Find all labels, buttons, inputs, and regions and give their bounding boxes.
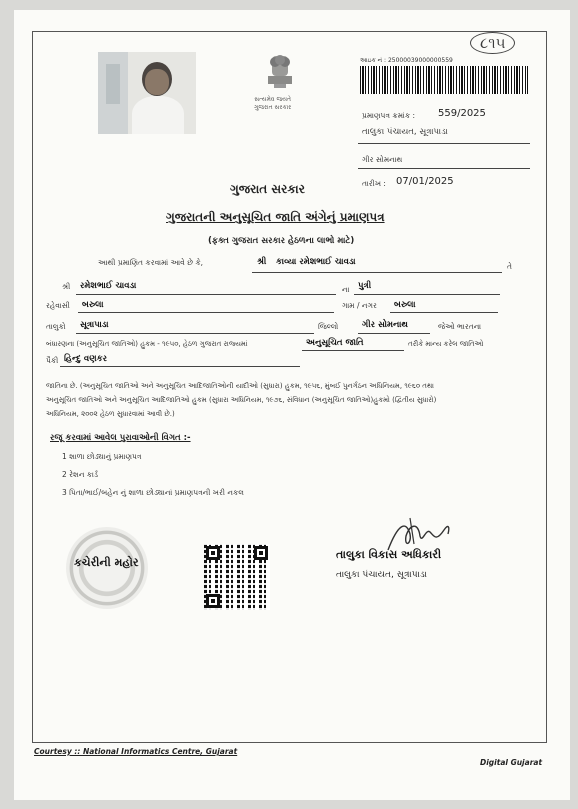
village: બરુલા [394,300,416,310]
government-title: ગુજરાત સરકાર [230,182,305,196]
district: ગીર સોમનાથ [362,320,408,330]
qr-code [204,544,270,610]
certificate-title: ગુજરાતની અનુસૂચિત જાતિ અંગેનું પ્રમાણપત્ર [166,210,385,224]
signatory-office: તાલુકા પંચાયત, સૂત્રાપાડા [336,570,427,580]
document-item: 3 પિતા/ભાઈ/બહેન નું શાળા છોડ્યાનાં પ્રમાણપત્રની ખરી નકલ [62,488,244,497]
residence: બરુલા [82,300,104,310]
father-name: રમેશભાઈ ચાવડા [80,281,137,291]
issuing-office: તાલુકા પંચાયત, સૂત્રાપાડા [362,127,448,137]
district-label: જિલ્લો [318,322,339,331]
state-emblem [262,52,298,96]
constitution-prefix: બંધારણના (અનુસૂચિત જાતિઓ) હુકમ - ૧૯૫૦, હેઠળ ગુજરાત રાજ્યમાં [46,340,248,348]
taluka-label: તાલુકો [46,322,66,331]
legal-text-line-3: અધિનિયમ, ૨૦૦૨ હેઠળ સુધારવામાં આવી છે.) [46,410,175,418]
caste: હિન્દુ વણકર [64,354,108,364]
legal-text-line-1: જાતિના છે. (અનુસૂચિત જાતિઓ અને અનુસૂચિત આદિજાતિઓની યાદીઓ (સુધારા) હુકમ, ૧૯૫૬, મુંબઈ પુનર્ગઠન અધિનિયમ, ૧૯૬૦ તથા [46,382,434,390]
certificate-number: 559/2025 [438,108,486,119]
category: અનુસૂચિત જાતિ [306,338,364,348]
taluka: સૂત્રાપાડા [80,320,109,330]
issue-date: 07/01/2025 [396,176,454,187]
applicant-photo [98,52,196,134]
residence-label: રહેવાસી [46,301,70,310]
father-prefix: શ્રી [62,282,71,291]
header-district: ગીર સોમનાથ [362,155,403,164]
seal-label: કચેરીની મહોર [74,556,139,569]
relation: પુત્રી [358,281,372,291]
relation-label: ના [342,285,350,294]
brand-text: Digital Gujarat [480,758,543,767]
signatory-title: તાલુકા વિકાસ અધિકારી [336,548,442,561]
barcode-label: આઇક નં : 25000039000000559 [360,57,453,64]
documents-heading: રજૂ કરવામાં આવેલ પુરાવાઓની વિગત :- [50,433,191,443]
courtesy-text: Courtesy :: National Informatics Centre, Gujarat [34,747,238,756]
district-suffix: જેઓ ભારતના [438,322,482,331]
document-item: 1 શાળા છોડ્યાનું પ્રમાણપત્ર [62,452,142,461]
te-text: તે [507,262,512,271]
emblem-caption: સત્યમેવ જયતે ગુજરાત સરકાર [254,96,292,111]
document-item: 2 રેશન કાર્ડ [62,470,99,479]
certificate-number-label: પ્રમાણપત્ર ક્રમાંક : [362,111,416,120]
village-label: ગામ / નગર [342,301,377,310]
applicant-name: કાવ્યા રમેશભાઈ ચાવડા [276,257,356,267]
legal-text-line-2: અનુસૂચિત જાતિઓ અને અનુસૂચિત આદિજાતિઓ હુકમ (સુધારા અધિનિયમ, ૧૯૭૬, સંવિધાન (અનુસૂચિત જાતિઓ)હુકમો (દ્વિતીય સુધારો) [46,396,437,404]
caste-label: પૈકી [46,356,59,365]
date-label: તારીખ : [362,179,386,188]
intro-text: આથી પ્રમાણિત કરવામાં આવે છે કે, [98,258,204,267]
barcode [360,66,528,94]
page-number: ૮૧૫ [470,32,515,54]
name-prefix: શ્રી [257,257,267,267]
category-suffix: તરીકે માન્ય કરેલ જાતિઓ [408,340,484,348]
certificate-subtitle: (ફક્ત ગુજરાત સરકાર હેઠળના લાભો માટે) [208,236,355,246]
